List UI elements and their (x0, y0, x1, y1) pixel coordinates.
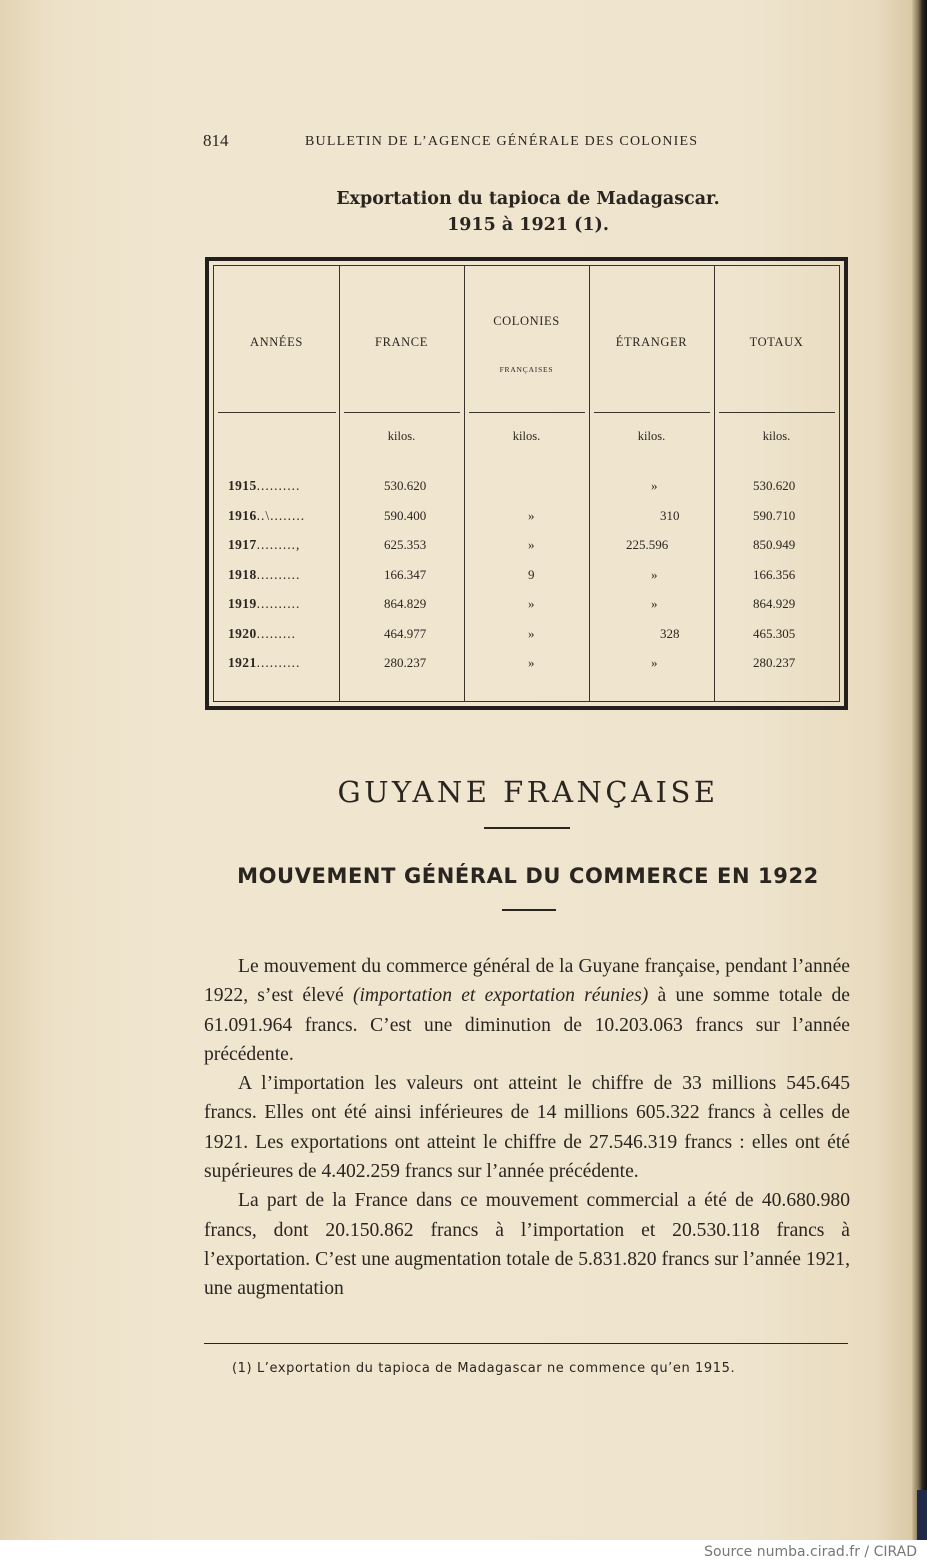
etranger-cell: » (651, 567, 658, 582)
unit-france: kilos. (387, 429, 416, 443)
year-cell: 1920......... (228, 626, 296, 641)
colonies-cell: » (528, 596, 535, 611)
year-cell: 1917........., (228, 537, 301, 552)
table-row (214, 655, 839, 677)
header-divider (344, 412, 460, 413)
colonies-cell: » (528, 655, 535, 670)
header-divider (469, 412, 585, 413)
colonies-cell: » (528, 508, 535, 523)
col-header-colonies: COLONIES (493, 314, 560, 328)
france-cell: 280.237 (384, 655, 427, 670)
paragraph-1: Le mouvement du commerce général de la Guyane française, pendant l’année 1922, s’est élevé (importation et exportation réunies) à une somme totale de 61.091.964 francs. C’est une diminution de 10.203.063 francs sur l’année précédente. (204, 956, 850, 1065)
totaux-cell: 850.949 (753, 537, 796, 552)
col-header-totaux: TOTAUX (749, 335, 804, 349)
paragraph-2: A l’importation les valeurs ont atteint le chiffre de 33 millions 545.645 francs. Elles ont été ainsi inférieures de 14 millions 605.322 francs à celles de 1921. Les exportations ont atteint le chiffre de 27.546.319 francs : elles ont été supérieures de 4.402.259 francs sur l’année précédente. (204, 1073, 850, 1183)
totaux-cell: 590.710 (753, 508, 796, 523)
france-cell: 166.347 (384, 567, 427, 582)
table-row (214, 596, 839, 618)
year-cell: 1921.......... (228, 655, 301, 670)
etranger-cell: » (651, 655, 658, 670)
totaux-cell: 280.237 (753, 655, 796, 670)
table-inner-frame (213, 265, 840, 702)
totaux-cell: 166.356 (753, 567, 796, 582)
header-divider (594, 412, 710, 413)
year-cell: 1919.......... (228, 596, 301, 611)
header-divider (719, 412, 835, 413)
footnote: (1) L’exportation du tapioca de Madagascar ne commence qu’en 1915. (232, 1361, 736, 1376)
totaux-cell: 465.305 (753, 626, 796, 641)
col-header-annees: ANNÉES (250, 335, 303, 349)
colonies-cell: » (528, 537, 535, 552)
etranger-cell: 225.596 (626, 537, 669, 552)
totaux-cell: 864.929 (753, 596, 796, 611)
table-row (214, 626, 839, 648)
table-title-line2: 1915 à 1921 (1). (447, 215, 609, 235)
france-cell: 530.620 (384, 478, 427, 493)
france-cell: 590.400 (384, 508, 427, 523)
col-header-etranger: ÉTRANGER (615, 335, 688, 349)
subtitle-rule (502, 909, 556, 911)
header-divider (218, 412, 336, 413)
export-table (205, 257, 848, 710)
unit-totaux: kilos. (762, 429, 791, 443)
france-cell: 864.829 (384, 596, 427, 611)
colonies-cell: » (528, 626, 535, 641)
page-number: 814 (203, 131, 229, 150)
source-credit: Source numba.cirad.fr / CIRAD (704, 1544, 917, 1560)
body-text (204, 952, 850, 1304)
france-cell: 464.977 (384, 626, 427, 641)
subsection-title: MOUVEMENT GÉNÉRAL DU COMMERCE EN 1922 (237, 864, 819, 888)
section-title: GUYANE FRANÇAISE (337, 775, 719, 809)
running-title: BULLETIN DE L’AGENCE GÉNÉRALE DES COLONIES (305, 134, 699, 149)
title-rule (484, 827, 570, 829)
page-header (203, 131, 853, 153)
table-title-line1: Exportation du tapioca de Madagascar. (336, 189, 720, 209)
binding-edge (917, 1490, 927, 1540)
table-row (214, 508, 839, 530)
unit-colonies: kilos. (512, 429, 541, 443)
etranger-cell: » (651, 478, 658, 493)
colonies-cell: 9 (528, 567, 535, 582)
unit-etranger: kilos. (637, 429, 666, 443)
table-row (214, 537, 839, 559)
table-row (214, 567, 839, 589)
etranger-cell: » (651, 596, 658, 611)
etranger-cell: 310 (660, 508, 680, 523)
table-row (214, 478, 839, 500)
book-edge (912, 0, 927, 1540)
table-title (200, 186, 856, 238)
paragraph-3: La part de la France dans ce mouvement commercial a été de 40.680.980 francs, dont 20.150.862 francs à l’importation et 20.530.118 francs à l’exportation. C’est une augmentation totale de 5.831.820 francs sur l’année 1921, une augmentation (204, 1190, 850, 1300)
col-header-colonies-sub: FRANÇAISES (499, 365, 554, 374)
year-cell: 1916..\........ (228, 508, 306, 523)
year-cell: 1915.......... (228, 478, 301, 493)
italic-phrase: (importation et exportation réunies) (352, 985, 649, 1007)
col-header-france: FRANCE (375, 335, 428, 349)
france-cell: 625.353 (384, 537, 427, 552)
year-cell: 1918.......... (228, 567, 301, 582)
totaux-cell: 530.620 (753, 478, 796, 493)
etranger-cell: 328 (660, 626, 680, 641)
footnote-rule (204, 1343, 848, 1344)
